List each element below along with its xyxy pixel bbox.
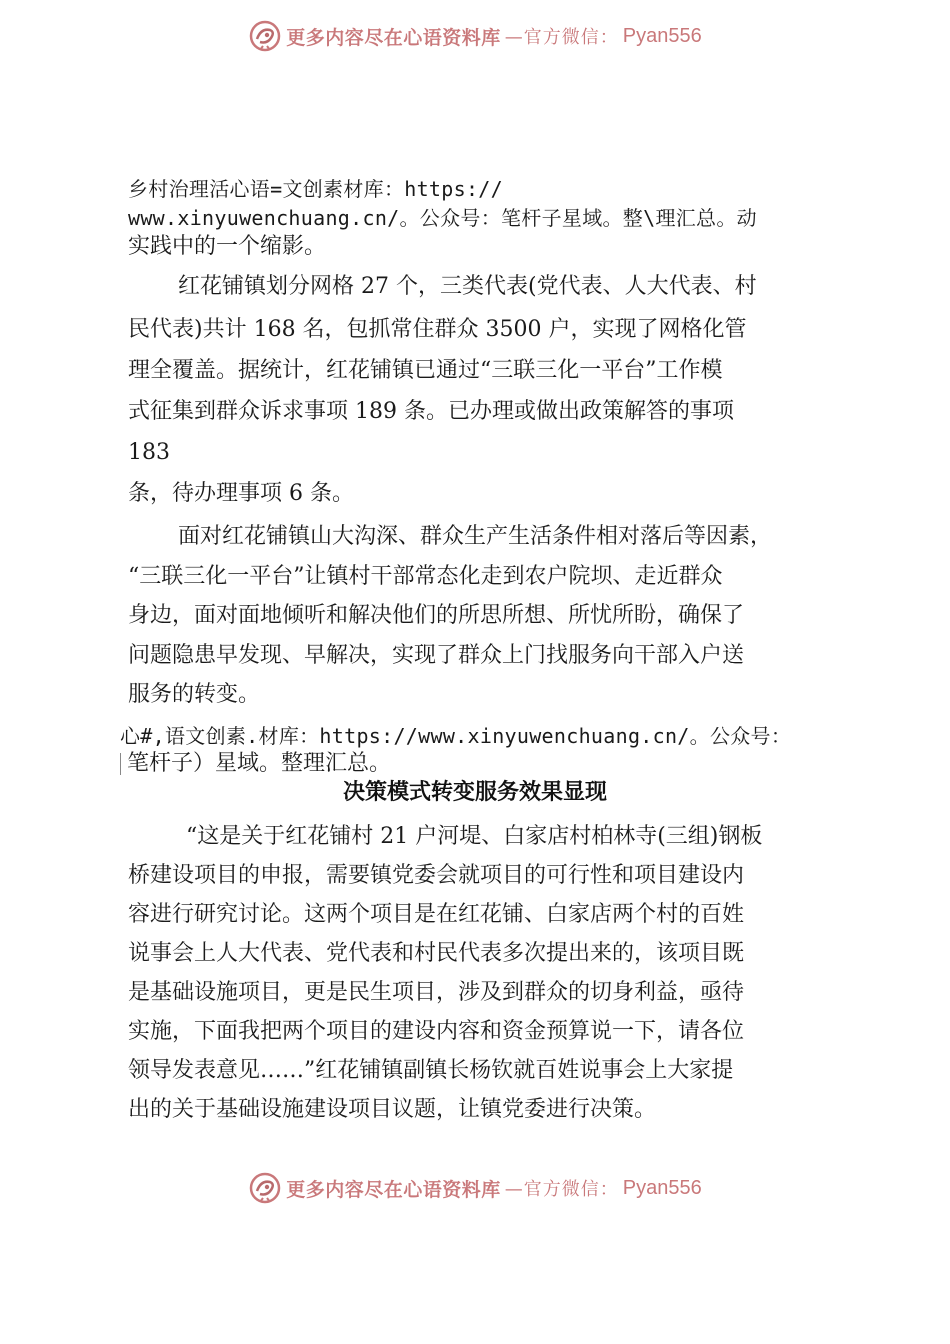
para3-line-3: 容进行研究讨论。这两个项目是在红花铺、白家店两个村的百姓: [128, 902, 745, 927]
footer-banner: [0, 1168, 950, 1208]
header-banner: [0, 16, 950, 56]
brand-logo-icon: [248, 19, 282, 53]
para2-line-1: 面对红花铺镇山大沟深、群众生产生活条件相对落后等因素，: [178, 524, 773, 549]
para2-line-5: 服务的转变。: [128, 682, 261, 707]
para1-line-2: 民代表)共计 168 名，包抓常住群众 3500 户，实现了网格化管: [128, 317, 747, 342]
banner-sub-text: —官方微信：: [504, 27, 619, 48]
banner-main-text: 更多内容尽在心语资料库: [286, 26, 501, 49]
para3-line-2: 桥建设项目的申报，需要镇党委会就项目的可行性和项目建设内: [128, 863, 745, 888]
banner-wechat-id: Pyan556: [622, 24, 702, 47]
watermark-line-2-wrap: [120, 749, 391, 779]
intro-line-2: www.xinyuwenchuang.cn/。公众号：笔杆子星域。整\理汇总。动: [128, 206, 757, 230]
para2-line-3: 身边，面对面地倾听和解决他们的所思所想、所忧所盼，确保了: [128, 603, 745, 628]
footer-main-text: 更多内容尽在心语资料库: [286, 1178, 501, 1201]
footer-sub-text: —官方微信：: [504, 1179, 619, 1200]
para1-line-3: 理全覆盖。据统计，红花铺镇已通过“三联三化一平台”工作模: [128, 358, 723, 383]
watermark-line-1: 心#,语文创素.材库：https://www.xinyuwenchuang.cn/。公众号：: [120, 724, 792, 748]
section-heading: 决策模式转变服务效果显现: [342, 780, 607, 805]
para2-line-4: 问题隐患早发现、早解决，实现了群众上门找服务向干部入户送: [128, 643, 745, 668]
brand-logo-icon: [248, 1171, 282, 1205]
para3-line-8: 出的关于基础设施建设项目议题，让镇党委进行决策。: [128, 1097, 657, 1122]
para2-line-2: “三联三化一平台”让镇村干部常态化走到农户院坝、走近群众: [128, 564, 723, 589]
para3-line-6: 实施，下面我把两个项目的建设内容和资金预算说一下，请各位: [128, 1019, 745, 1044]
para3-line-5: 是基础设施项目，更是民生项目，涉及到群众的切身利益，亟待: [128, 980, 745, 1005]
watermark-line-2: 笔杆子）星域。整理汇总。: [127, 751, 392, 776]
para1-line-1: 红花铺镇划分网格 27 个，三类代表(党代表、人大代表、村: [178, 274, 757, 299]
para1-line-4: 式征集到群众诉求事项 189 条。已办理或做出政策解答的事项: [128, 399, 734, 424]
para1-line-6: 条，待办理事项 6 条。: [128, 481, 354, 506]
intro-line-1: 乡村治理活心语=文创素材库：https://: [128, 177, 503, 201]
footer-wechat-id: Pyan556: [622, 1176, 702, 1199]
para3-line-1: “这是关于红花铺村 21 户河堤、白家店村柏林寺(三组)钢板: [186, 824, 763, 849]
intro-line-3: 实践中的一个缩影。: [128, 234, 327, 259]
para1-line-5: 183: [128, 440, 170, 465]
margin-mark: [120, 753, 121, 775]
para3-line-4: 说事会上人大代表、党代表和村民代表多次提出来的，该项目既: [128, 941, 745, 966]
para3-line-7: 领导发表意见……”红花铺镇副镇长杨钦就百姓说事会上大家提: [128, 1058, 734, 1083]
